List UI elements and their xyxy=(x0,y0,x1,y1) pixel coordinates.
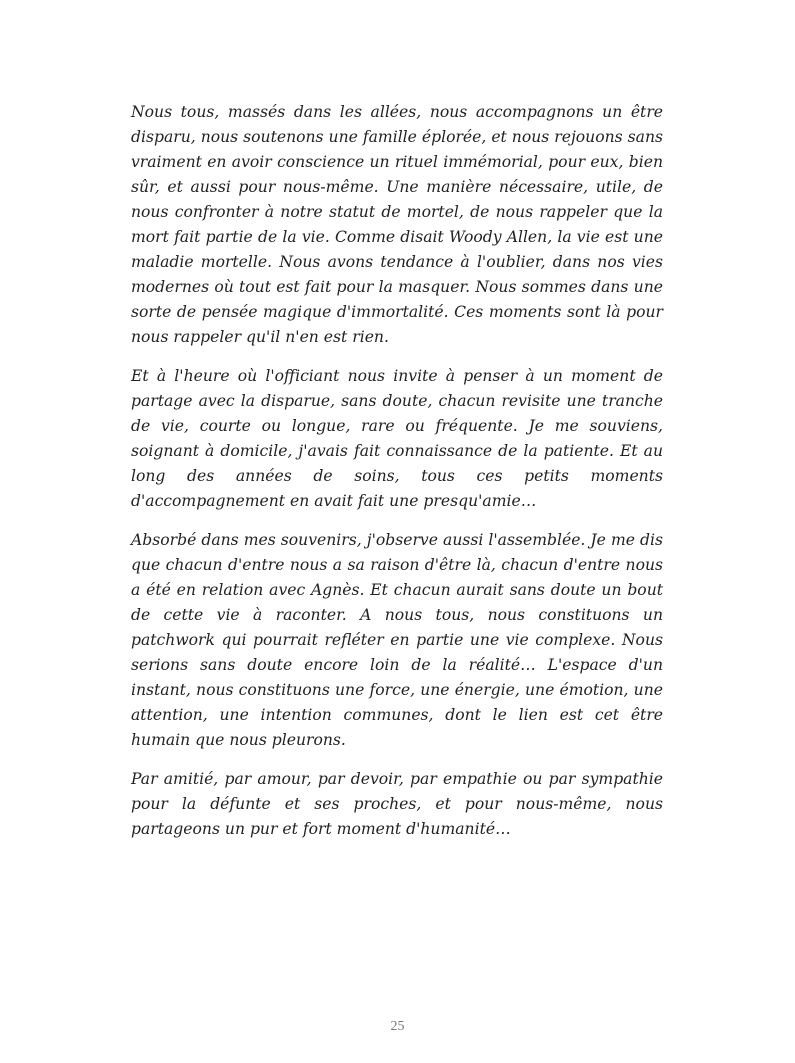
paragraph-4: Par amitié, par amour, par devoir, par empathie ou par sympathie pour la défunte et ses proches, et pour nous-même, nous partageons un pur et fort moment d'humanité… xyxy=(131,770,663,838)
page-number: 25 xyxy=(390,1019,405,1034)
body-text xyxy=(131,100,663,856)
paragraph-2: Et à l'heure où l'officiant nous invite à penser à un moment de partage avec la disparue, sans doute, chacun revisite une tranche de vie, courte ou longue, rare ou fréquente. Je me souviens, soignant à domicile, j'avais fait connaissance de la patiente. Et au long des années de soins, tous ces petits moments d'accompagnement en avait fait une presqu'amie… xyxy=(131,367,663,510)
paragraph-1: Nous tous, massés dans les allées, nous accompagnons un être disparu, nous soutenons une famille éplorée, et nous rejouons sans vraiment en avoir conscience un rituel immémorial, pour eux, bien sûr, et aussi pour nous-même. Une manière nécessaire, utile, de nous confronter à notre statut de mortel, de nous rappeler que la mort fait partie de la vie. Comme disait Woody Allen, la vie est une maladie mortelle. Nous avons tendance à l'oublier, dans nos vies modernes où tout est fait pour la masquer. Nous sommes dans une sorte de pensée magique d'immortalité. Ces moments sont là pour nous rappeler qu'il n'en est rien. xyxy=(131,103,663,346)
paragraph-3: Absorbé dans mes souvenirs, j'observe aussi l'assemblée. Je me dis que chacun d'entre nous a sa raison d'être là, chacun d'entre nous a été en relation avec Agnès. Et chacun aurait sans doute un bout de cette vie à raconter. A nous tous, nous constituons un patchwork qui pourrait refléter en partie une vie complexe. Nous serions sans doute encore loin de la réalité… L'espace d'un instant, nous constituons une force, une énergie, une émotion, une attention, une intention communes, dont le lien est cet être humain que nous pleurons. xyxy=(131,531,663,749)
